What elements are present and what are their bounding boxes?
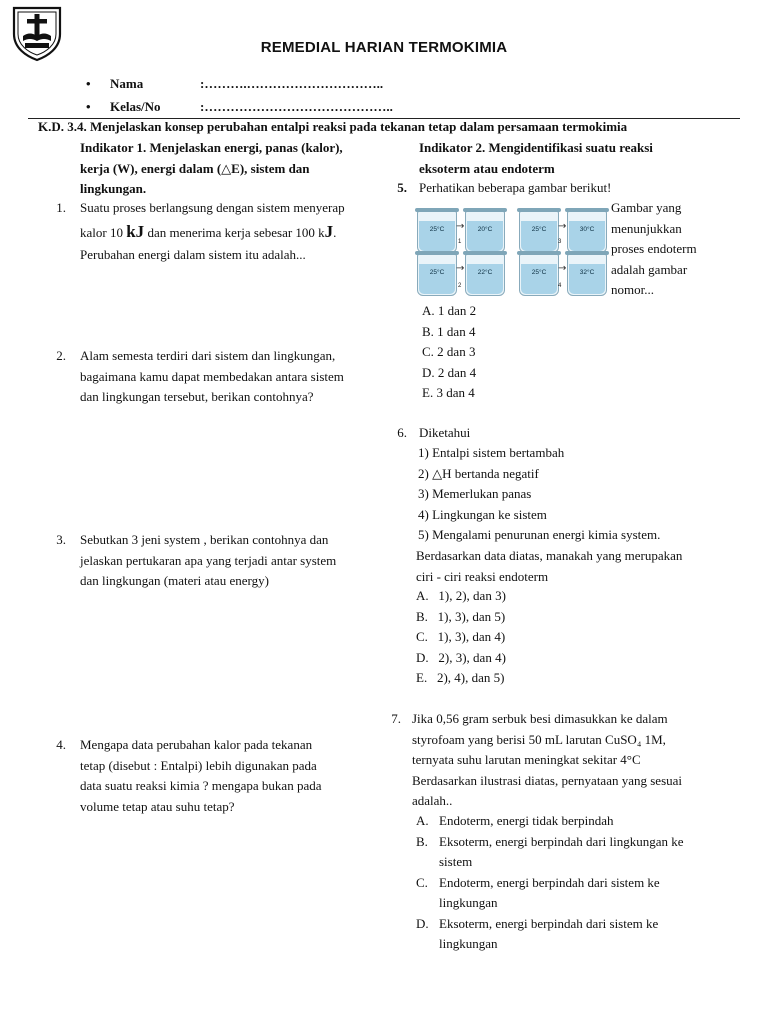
question-number: 2. [56, 348, 66, 363]
question-line: adalah.. [412, 793, 453, 808]
option-text: sistem [439, 854, 473, 869]
arrow-icon: → [558, 263, 567, 274]
unit-j: J [324, 221, 334, 241]
competency-statement: K.D. 3.4. Menjelaskan konsep perubahan entalpi reaksi pada tekanan tetap dalam persamaan termokimia [38, 119, 628, 134]
temperature-label: 22°C [477, 269, 493, 276]
figure-number: 3 [558, 239, 562, 245]
question-line: bagaimana kamu dapat membedakan antara sistem [80, 368, 344, 384]
beaker [519, 211, 562, 253]
question-number: 4. [56, 737, 66, 752]
question-number: 7. [391, 711, 401, 726]
question-line: Perubahan energi dalam sistem itu adalah... [80, 246, 306, 262]
question-6-prompt [416, 546, 716, 587]
statement-item: 3) Memerlukan panas [418, 486, 532, 501]
indicator-line: Indikator 1. Menjelaskan energi, panas (kalor), [80, 140, 343, 155]
option-letter: D. [416, 915, 429, 931]
name-blank: :……….………………………….. [200, 76, 384, 91]
beaker [417, 211, 457, 253]
option-c[interactable]: C. 1), 3), dan 4) [416, 629, 506, 644]
option-text: Endoterm, energi berpindah dari sistem ke [439, 874, 660, 890]
question-line: Mengapa data perubahan kalor pada tekanan [80, 737, 313, 752]
temperature-label: 30°C [579, 226, 595, 233]
figure-number: 1 [458, 239, 462, 245]
question-line: tetap (disebut : Entalpi) lebih digunakan pada [80, 757, 317, 773]
question-number: 3. [56, 532, 66, 547]
question-5-intro: Perhatikan beberapa gambar berikut! [419, 180, 612, 195]
question-number: 5. [397, 180, 407, 195]
arrow-icon: → [456, 263, 465, 274]
option-d[interactable]: D. 2), 3), dan 4) [416, 649, 506, 665]
option-text: lingkungan [439, 895, 498, 910]
beaker [567, 211, 607, 253]
question-line: Sebutkan 3 jeni system , berikan contohnya dan [80, 532, 329, 547]
prompt-line: proses endoterm [611, 241, 697, 256]
question-line: jelaskan pertukaran apa yang terjadi antar system [80, 552, 337, 568]
temperature-label: 32°C [579, 269, 595, 276]
option-text: Endoterm, energi tidak berpindah [439, 813, 614, 828]
option-b[interactable]: B. 1 dan 4 [422, 323, 476, 339]
option-letter: A. [416, 813, 429, 828]
beaker [519, 254, 562, 296]
question-line: Berdasarkan ilustrasi diatas, pernyataan yang sesuai [412, 772, 683, 788]
prompt-line: nomor... [611, 282, 654, 297]
class-blank: :…………………………………….. [200, 99, 393, 114]
page-title: REMEDIAL HARIAN TERMOKIMIA [260, 39, 508, 56]
question-7 [412, 709, 722, 812]
indicator-line: kerja (W), energi dalam (△E), sistem dan [80, 160, 310, 176]
prompt-line: menunjukkan [611, 220, 682, 236]
option-c[interactable]: C. 2 dan 3 [422, 344, 476, 359]
question-line: kalor 10 kJ dan menerima kerja sebesar 100 kJ. [80, 221, 337, 241]
temperature-label: 25°C [429, 269, 445, 276]
statement-item: 2) △H bertanda negatif [418, 465, 539, 481]
option-d[interactable] [416, 914, 716, 955]
option-text: Eksoterm, energi berpindah dari lingkungan ke [439, 833, 684, 849]
prompt-line: Berdasarkan data diatas, manakah yang merupakan [416, 548, 683, 563]
option-b[interactable] [416, 832, 716, 873]
beaker [567, 254, 607, 296]
question-line: Alam semesta terdiri dari sistem dan lingkungan, [80, 348, 336, 363]
option-a[interactable]: A. 1 dan 2 [422, 303, 477, 318]
question-6-options [416, 586, 506, 689]
question-1 [80, 198, 370, 265]
question-line: data suatu reaksi kimia ? mengapa bukan pada [80, 778, 322, 793]
prompt-line: ciri - ciri reaksi endoterm [416, 568, 549, 584]
beaker-figure [415, 205, 607, 297]
figure-number: 4 [558, 283, 562, 289]
question-line: Jika 0,56 gram serbuk besi dimasukkan ke dalam [412, 711, 668, 726]
unit-kj: kJ [126, 221, 145, 241]
indicator-1 [80, 138, 370, 200]
bullet: • [86, 76, 91, 91]
question-number: 6. [397, 425, 407, 440]
question-number: 1. [56, 200, 66, 215]
question-2 [80, 346, 364, 408]
option-text: Eksoterm, energi berpindah dari sistem ke [439, 915, 659, 931]
statement-item: 4) Lingkungan ke sistem [418, 506, 547, 522]
question-4 [80, 735, 370, 817]
question-6-statements [418, 443, 660, 546]
question-7-options [416, 811, 716, 955]
option-letter: C. [416, 874, 428, 890]
option-a[interactable] [416, 811, 716, 832]
temperature-label: 20°C [477, 226, 493, 233]
beaker [465, 211, 505, 253]
option-text: lingkungan [439, 936, 498, 951]
arrow-icon: → [558, 221, 567, 232]
question-5-prompt [611, 198, 731, 301]
arrow-icon: → [456, 221, 465, 232]
indicator-2 [419, 138, 709, 179]
prompt-line: adalah gambar [611, 261, 688, 277]
bullet: • [86, 99, 91, 114]
indicator-line: Indikator 2. Mengidentifikasi suatu reaksi [419, 140, 653, 155]
option-letter: B. [416, 833, 428, 849]
option-b[interactable]: B. 1), 3), dan 5) [416, 608, 506, 624]
question-6-intro: Diketahui [419, 425, 471, 440]
option-c[interactable] [416, 873, 716, 914]
statement-item: 1) Entalpi sistem bertambah [418, 445, 565, 460]
question-line: dan lingkungan tersebut, berikan contohnya? [80, 389, 314, 404]
beaker [417, 254, 457, 296]
temperature-label: 25°C [429, 226, 445, 233]
question-3 [80, 530, 370, 592]
indicator-line: eksoterm atau endoterm [419, 160, 555, 176]
prompt-line: Gambar yang [611, 200, 682, 215]
question-line: styrofoam yang berisi 50 mL larutan CuSO₄ 1M, [412, 731, 666, 747]
indicator-line: lingkungan. [80, 181, 147, 196]
question-line: volume tetap atau suhu tetap? [80, 798, 235, 814]
beaker [465, 254, 505, 296]
question-line: dan lingkungan (materi atau energy) [80, 573, 269, 588]
option-e[interactable]: E. 3 dan 4 [422, 385, 475, 400]
name-label: Nama [110, 76, 144, 91]
option-d[interactable]: D. 2 dan 4 [422, 364, 477, 380]
question-line: Suatu proses berlangsung dengan sistem menyerap [80, 200, 345, 215]
statement-item: 5) Mengalami penurunan energi kimia system. [418, 527, 661, 542]
temperature-label: 25°C [531, 269, 547, 276]
option-a[interactable]: A. 1), 2), dan 3) [416, 588, 506, 603]
class-label: Kelas/No [110, 99, 161, 114]
option-e[interactable]: E. 2), 4), dan 5) [416, 670, 505, 685]
question-5-options [422, 301, 476, 404]
figure-number: 2 [458, 283, 462, 289]
temperature-label: 25°C [531, 226, 547, 233]
question-line: ternyata suhu larutan meningkat sekitar 4°C [412, 752, 641, 767]
